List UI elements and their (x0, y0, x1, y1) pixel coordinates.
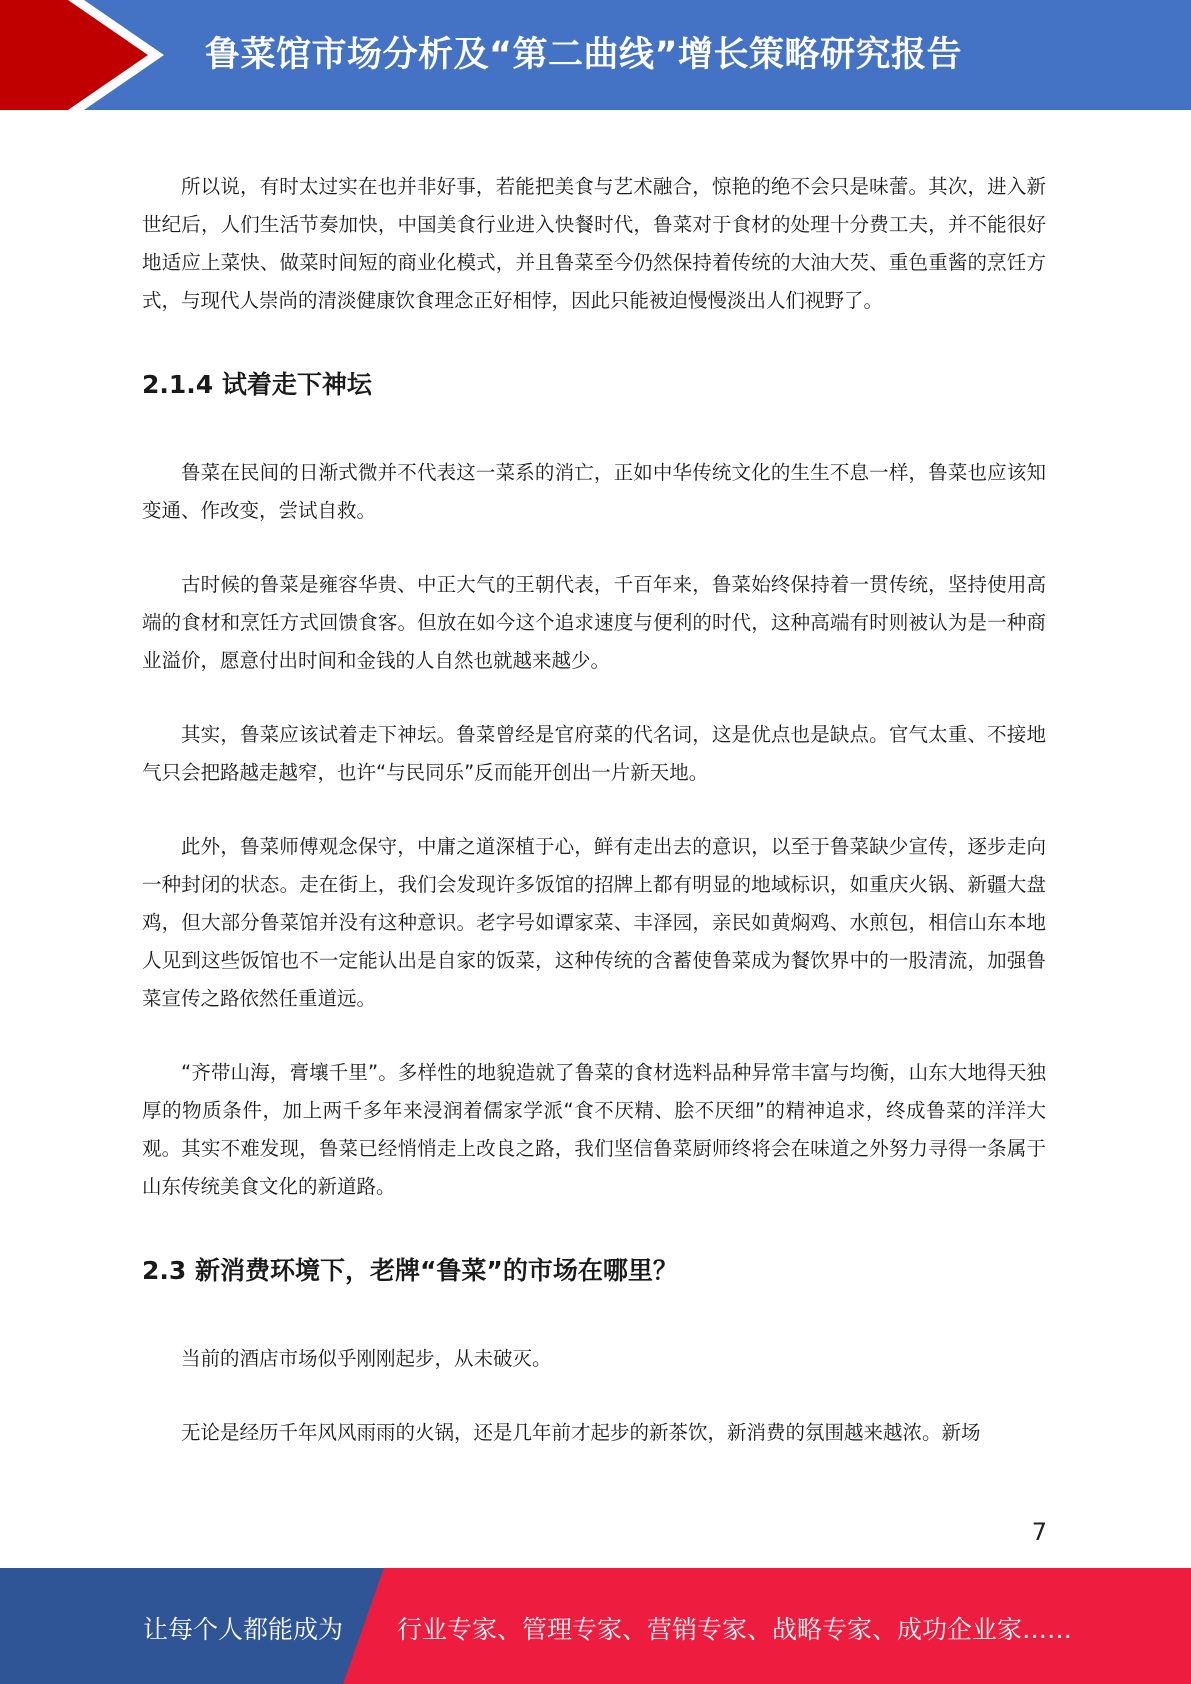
page-header (0, 0, 1191, 110)
paragraph: 鲁菜在民间的日渐式微并不代表这一菜系的消亡，正如中华传统文化的生生不息一样，鲁菜也应该知变通、作改变，尝试自救。 (142, 461, 1046, 522)
paragraph: “齐带山海，膏壤千里”。多样性的地貌造就了鲁菜的食材选料品种异常丰富与均衡，山东大地得天独厚的物质条件，加上两千多年来浸润着儒家学派“食不厌精、脍不厌细”的精神追求，终成鲁菜的洋洋大观。其实不难发现，鲁菜已经悄悄走上改良之路，我们坚信鲁菜厨师终将会在味道之外努力寻得一条属于山东传统美食文化的新道路。 (142, 1061, 1046, 1198)
paragraph: 古时候的鲁菜是雍容华贵、中正大气的王朝代表，千百年来，鲁菜始终保持着一贯传统，坚持使用高端的食材和烹饪方式回馈食客。但放在如今这个追求速度与便利的时代，这种高端有时则被认为是一种商业溢价，愿意付出时间和金钱的人自然也就越来越少。 (142, 573, 1046, 672)
paragraph: 无论是经历千年风风雨雨的火锅，还是几年前才起步的新茶饮，新消费的氛围越来越浓。新场 (181, 1421, 981, 1444)
section-heading-2-3: 2.3 新消费环境下，老牌“鲁菜”的市场在哪里？ (142, 1256, 678, 1285)
page-footer (0, 1568, 1191, 1684)
report-title: 鲁菜馆市场分析及“第二曲线”增长策略研究报告 (205, 35, 963, 75)
page-number: 7 (1031, 1518, 1047, 1546)
footer-slogan-left: 让每个人都能成为 (143, 1615, 344, 1644)
paragraph: 其实，鲁菜应该试着走下神坛。鲁菜曾经是官府菜的代名词，这是优点也是缺点。官气太重、不接地气只会把路越走越窄，也许“与民同乐”反而能开创出一片新天地。 (142, 723, 1046, 784)
paragraph: 此外，鲁菜师傅观念保守，中庸之道深植于心，鲜有走出去的意识，以至于鲁菜缺少宣传，逐步走向一种封闭的状态。走在街上，我们会发现许多饭馆的招牌上都有明显的地域标识，如重庆火锅、新疆大盘鸡，但大部分鲁菜馆并没有这种意识。老字号如谭家菜、丰泽园，亲民如黄焖鸡、水煎包，相信山东本地人见到这些饭馆也不一定能认出是自家的饭菜，这种传统的含蓄使鲁菜成为餐饮界中的一股清流，加强鲁菜宣传之路依然任重道远。 (142, 835, 1046, 1010)
paragraph: 所以说，有时太过实在也并非好事，若能把美食与艺术融合，惊艳的绝不会只是味蕾。其次，进入新世纪后，人们生活节奏加快，中国美食行业进入快餐时代，鲁菜对于食材的处理十分费工夫，并不能很好地适应上菜快、做菜时间短的商业化模式，并且鲁菜至今仍然保持着传统的大油大芡、重色重酱的烹饪方式，与现代人崇尚的清淡健康饮食理念正好相悖，因此只能被迫慢慢淡出人们视野了。 (142, 175, 1046, 312)
report-body (142, 168, 1046, 1488)
footer-slogan-right: 行业专家、管理专家、营销专家、战略专家、成功企业家…… (397, 1615, 1073, 1644)
paragraph: 当前的酒店市场似乎刚刚起步，从未破灭。 (181, 1347, 552, 1370)
section-heading-2-1-4: 2.1.4 试着走下神坛 (142, 370, 372, 399)
